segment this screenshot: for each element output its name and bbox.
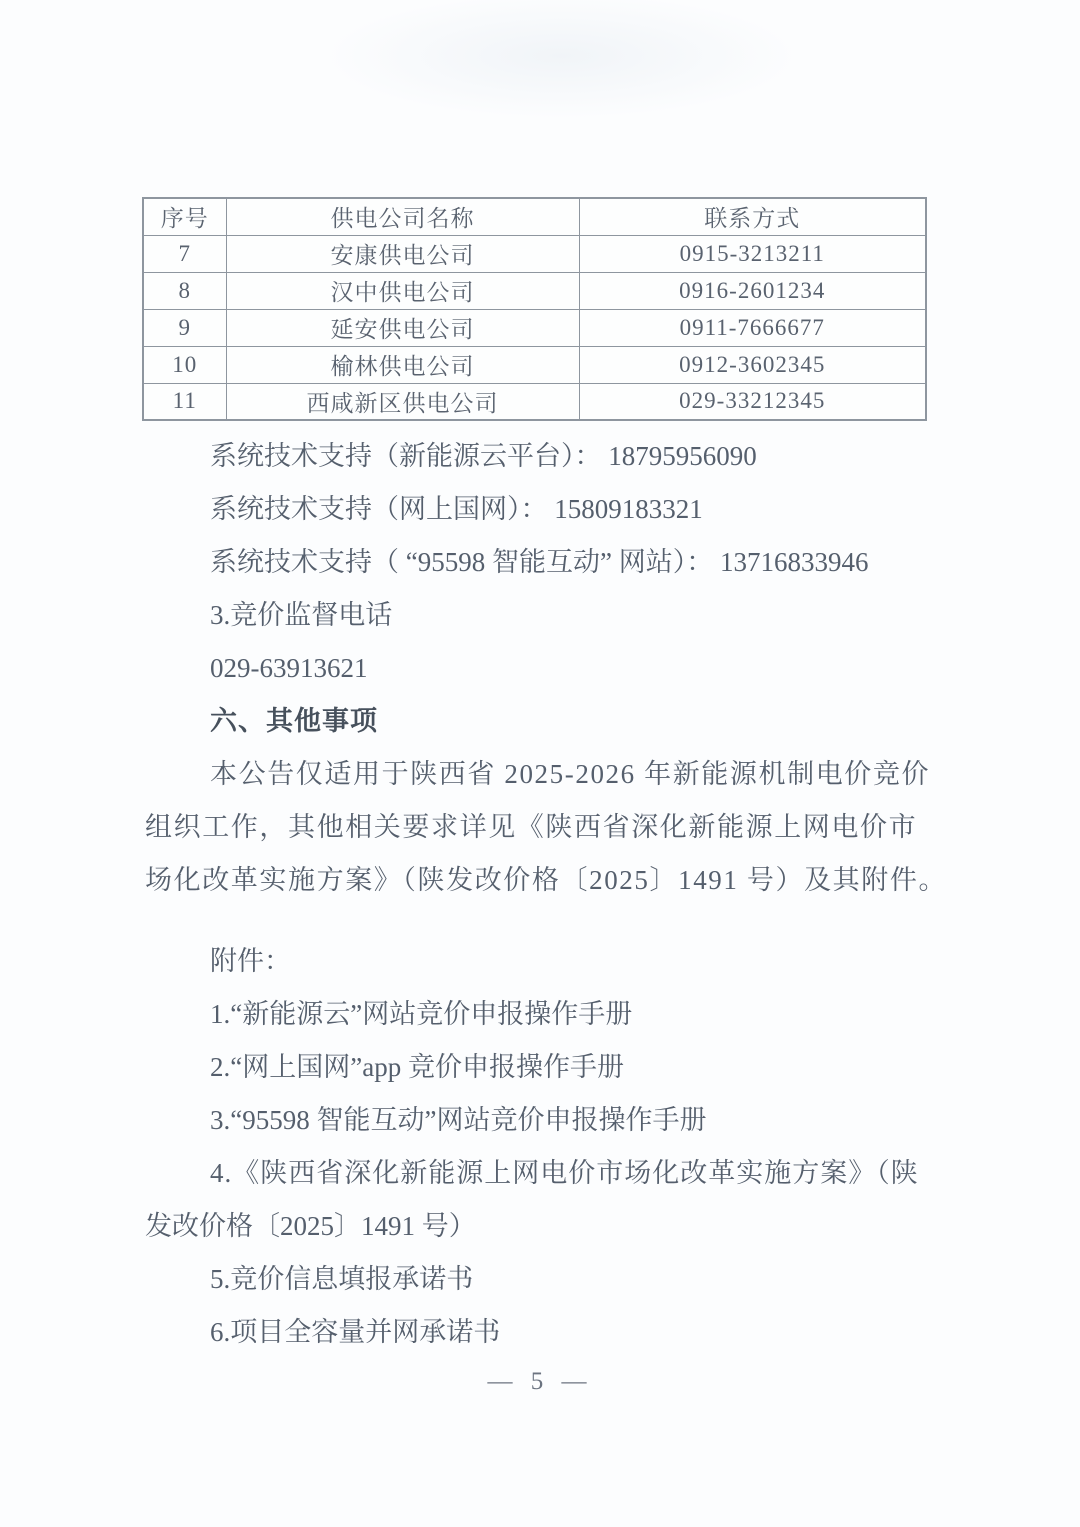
cell-serial: 10 <box>143 346 226 383</box>
attachment-item-2: 2.“网上国网”app 竞价申报操作手册 <box>210 1052 624 1082</box>
attachment-item-1: 1.“新能源云”网站竞价申报操作手册 <box>210 999 633 1029</box>
support-line-wangshangguowang: 系统技术支持（网上国网）： 15809183321 <box>210 494 703 524</box>
cell-phone: 0911-7666677 <box>579 309 926 346</box>
table-header-row <box>143 198 926 235</box>
table-row <box>143 272 926 309</box>
section-heading-other-matters: 六、其他事项 <box>210 706 378 736</box>
support-line-nengyuancloud: 系统技术支持（新能源云平台）： 18795956090 <box>210 441 757 471</box>
scan-noise-artifact <box>0 0 1080 160</box>
blank-line <box>145 907 927 935</box>
attachments-label: 附件： <box>210 946 291 976</box>
cell-company: 西咸新区供电公司 <box>226 383 579 420</box>
header-serial-number: 序号 <box>143 198 226 235</box>
cell-serial: 9 <box>143 309 226 346</box>
attachment-item-4-line-2: 发改价格〔2025〕1491 号） <box>145 1211 476 1241</box>
table-row <box>143 309 926 346</box>
supervision-phone-number: 029-63913621 <box>210 653 368 683</box>
attachment-item-4-line-1: 4.《陕西省深化新能源上网电价市场化改革实施方案》（陕 <box>210 1158 919 1188</box>
body-text <box>145 430 948 1359</box>
cell-phone: 0912-3602345 <box>579 346 926 383</box>
cell-serial: 8 <box>143 272 226 309</box>
paragraph-line-3: 场化改革实施方案》（陕发改价格〔2025〕1491 号）及其附件。 <box>145 865 948 895</box>
cell-phone: 029-33212345 <box>579 383 926 420</box>
table-row <box>143 346 926 383</box>
cell-serial: 11 <box>143 383 226 420</box>
supervision-phone-label: 3.竞价监督电话 <box>210 600 393 630</box>
page-number: — 5 — <box>487 1368 593 1395</box>
support-line-95598: 系统技术支持（ “95598 智能互动” 网站）： 13716833946 <box>210 547 869 577</box>
table-row <box>143 235 926 272</box>
cell-company: 安康供电公司 <box>226 235 579 272</box>
header-contact-info: 联系方式 <box>579 198 926 235</box>
attachment-item-3: 3.“95598 智能互动”网站竞价申报操作手册 <box>210 1105 707 1135</box>
table-row <box>143 383 926 420</box>
cell-phone: 0916-2601234 <box>579 272 926 309</box>
contact-table <box>142 197 927 421</box>
cell-company: 汉中供电公司 <box>226 272 579 309</box>
cell-company: 榆林供电公司 <box>226 346 579 383</box>
header-company-name: 供电公司名称 <box>226 198 579 235</box>
cell-serial: 7 <box>143 235 226 272</box>
attachment-item-5: 5.竞价信息填报承诺书 <box>210 1264 474 1294</box>
cell-company: 延安供电公司 <box>226 309 579 346</box>
attachment-item-6: 6.项目全容量并网承诺书 <box>210 1317 501 1347</box>
table-body <box>143 235 926 420</box>
cell-phone: 0915-3213211 <box>579 235 926 272</box>
paragraph-line-2: 组织工作，其他相关要求详见《陕西省深化新能源上网电价市 <box>145 812 918 842</box>
paragraph-line-1: 本公告仅适用于陕西省 2025-2026 年新能源机制电价竞价 <box>210 759 931 789</box>
